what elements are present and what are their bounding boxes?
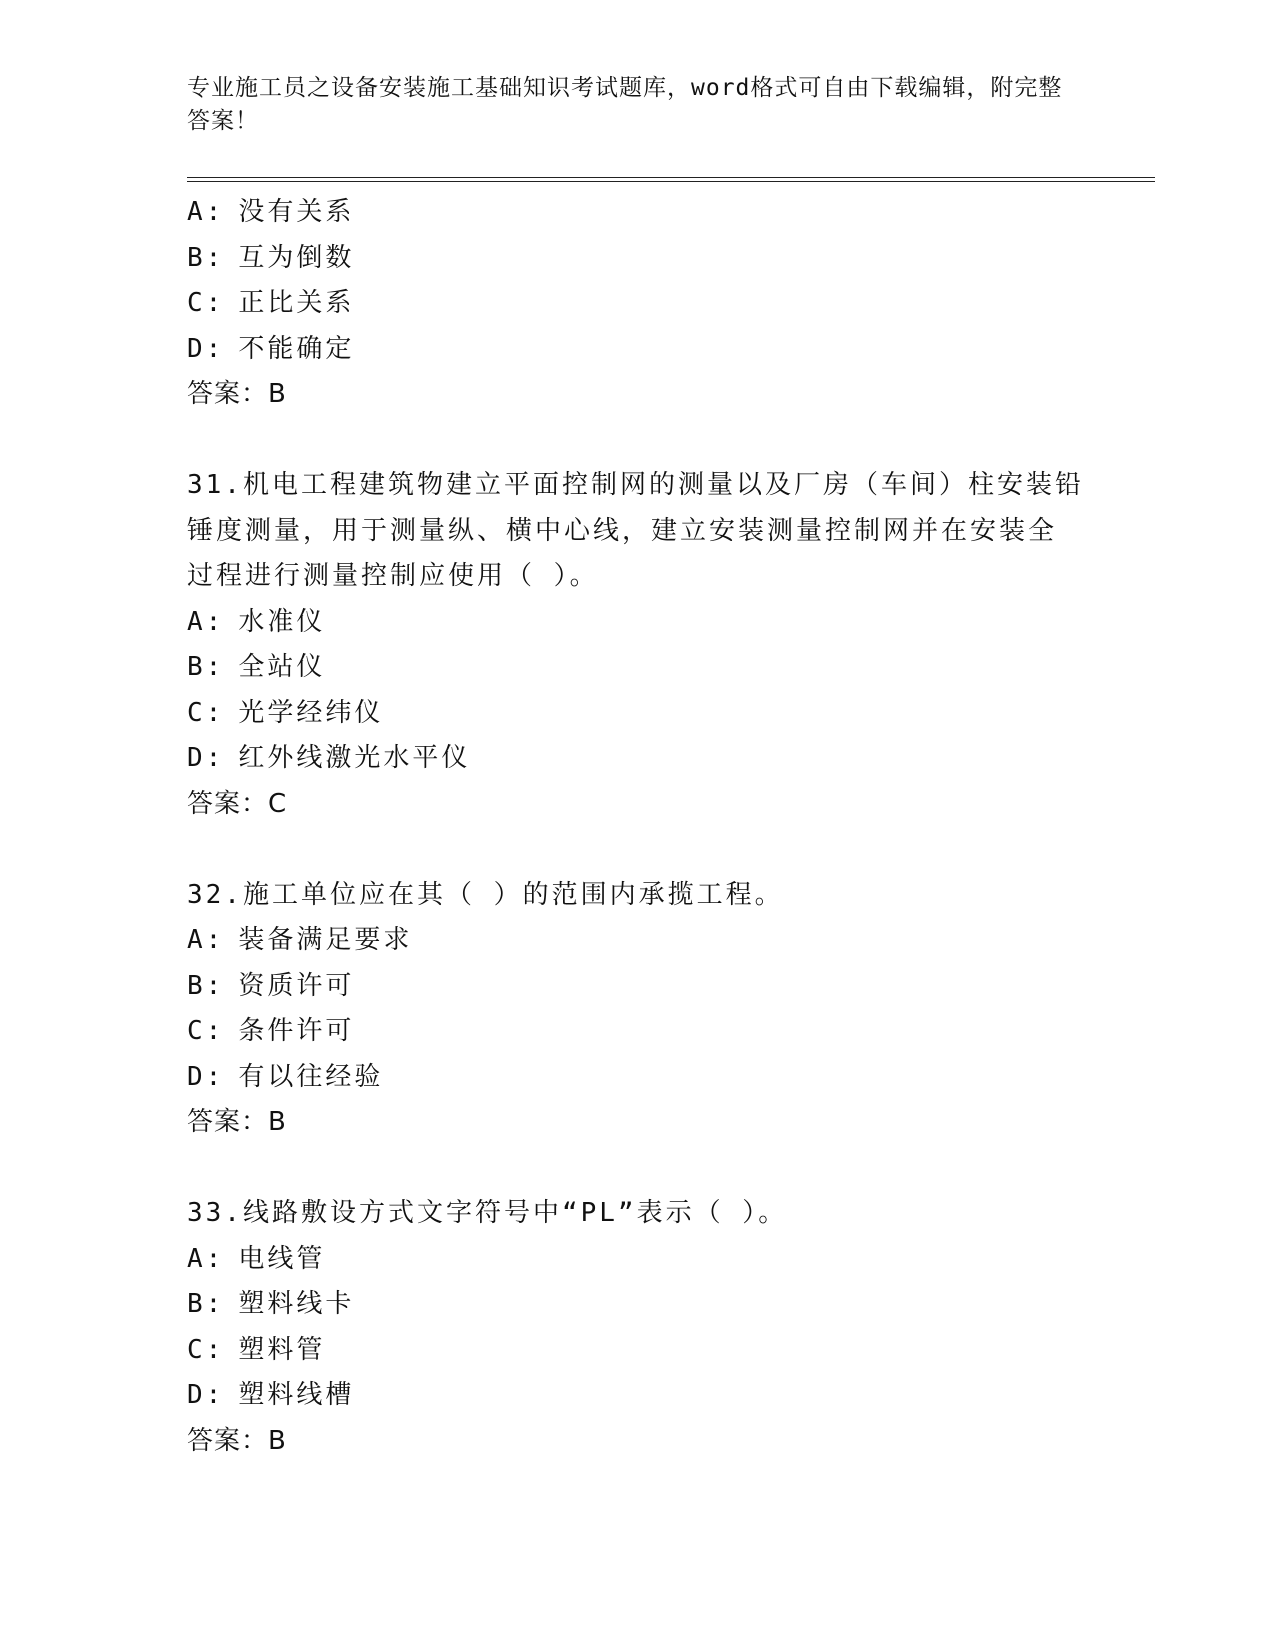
option-d: D: 有以往经验 [187,1061,384,1092]
header-divider-bottom [187,181,1155,182]
answer-line: 答案：B [187,1107,287,1137]
option-a: A: 电线管 [187,1243,326,1274]
question-stem: 过程进行测量控制应使用（ ）。 [187,561,599,591]
spacer [187,418,1087,464]
option-c: C: 光学经纬仪 [187,697,384,728]
option-a: A: 没有关系 [187,197,355,227]
header-divider-top [187,177,1155,178]
option-d: D: 红外线激光水平仪 [187,743,471,773]
document-header: 专业施工员之设备安装施工基础知识考试题库，word格式可自由下载编辑，附完整答案！ [187,75,1063,134]
spacer [187,827,1087,873]
option-a: A: 装备满足要求 [187,925,413,955]
option-d: D: 塑料线槽 [187,1380,355,1410]
option-c: C: 条件许可 [187,1016,355,1046]
question-block-prev [187,190,1087,418]
option-a: A: 水准仪 [187,606,326,637]
option-c: C: 正比关系 [187,288,355,318]
answer-line: 答案：C [187,788,288,819]
question-stem: 31.机电工程建筑物建立平面控制网的测量以及厂房（车间）柱安装铅 [187,470,1084,500]
spacer [187,1146,1087,1192]
question-list [187,190,1087,1464]
answer-line: 答案：B [187,1425,287,1456]
option-b: B: 塑料线卡 [187,1289,355,1319]
question-stem: 锤度测量，用于测量纵、横中心线，建立安装测量控制网并在安装全 [187,515,1058,546]
option-c: C: 塑料管 [187,1334,326,1365]
question-stem: 33.线路敷设方式文字符号中“PL”表示（ ）。 [187,1198,788,1228]
question-block-33 [187,1191,1087,1464]
question-stem: 32.施工单位应在其（ ）的范围内承揽工程。 [187,879,784,910]
question-block-31 [187,463,1087,827]
option-b: B: 互为倒数 [187,242,355,273]
question-block-32 [187,873,1087,1146]
option-b: B: 全站仪 [187,652,326,682]
option-d: D: 不能确定 [187,333,355,364]
option-b: B: 资质许可 [187,970,355,1001]
answer-line: 答案：B [187,379,287,409]
